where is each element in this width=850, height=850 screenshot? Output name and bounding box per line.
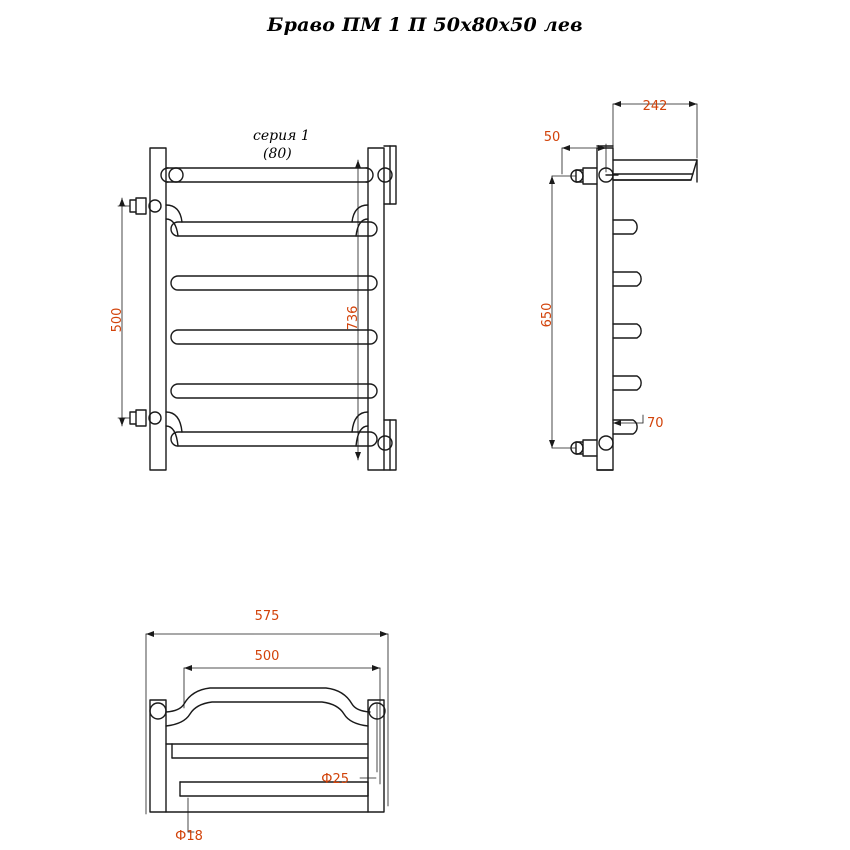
top-view-geometry — [150, 688, 385, 812]
dim-side-70: 70 — [647, 416, 664, 431]
page-title: Браво ПМ 1 П 50х80х50 лев — [267, 14, 583, 36]
side-view-dimensions — [549, 101, 697, 448]
series-sublabel: (80) — [263, 146, 292, 162]
dim-top-575: 575 — [254, 609, 280, 624]
dim-front-736: 736 — [346, 305, 361, 331]
dim-top-500: 500 — [254, 649, 280, 664]
dim-front-500: 500 — [110, 307, 125, 333]
dim-side-650: 650 — [540, 302, 555, 328]
dim-top-d18: Ф18 — [175, 829, 203, 844]
front-view-dimensions — [118, 160, 361, 460]
series-label: серия 1 — [253, 128, 310, 144]
dim-side-242: 242 — [642, 99, 668, 114]
dim-top-d25: Ф25 — [321, 772, 349, 787]
dim-side-50: 50 — [543, 130, 561, 145]
side-view-geometry — [571, 146, 697, 470]
